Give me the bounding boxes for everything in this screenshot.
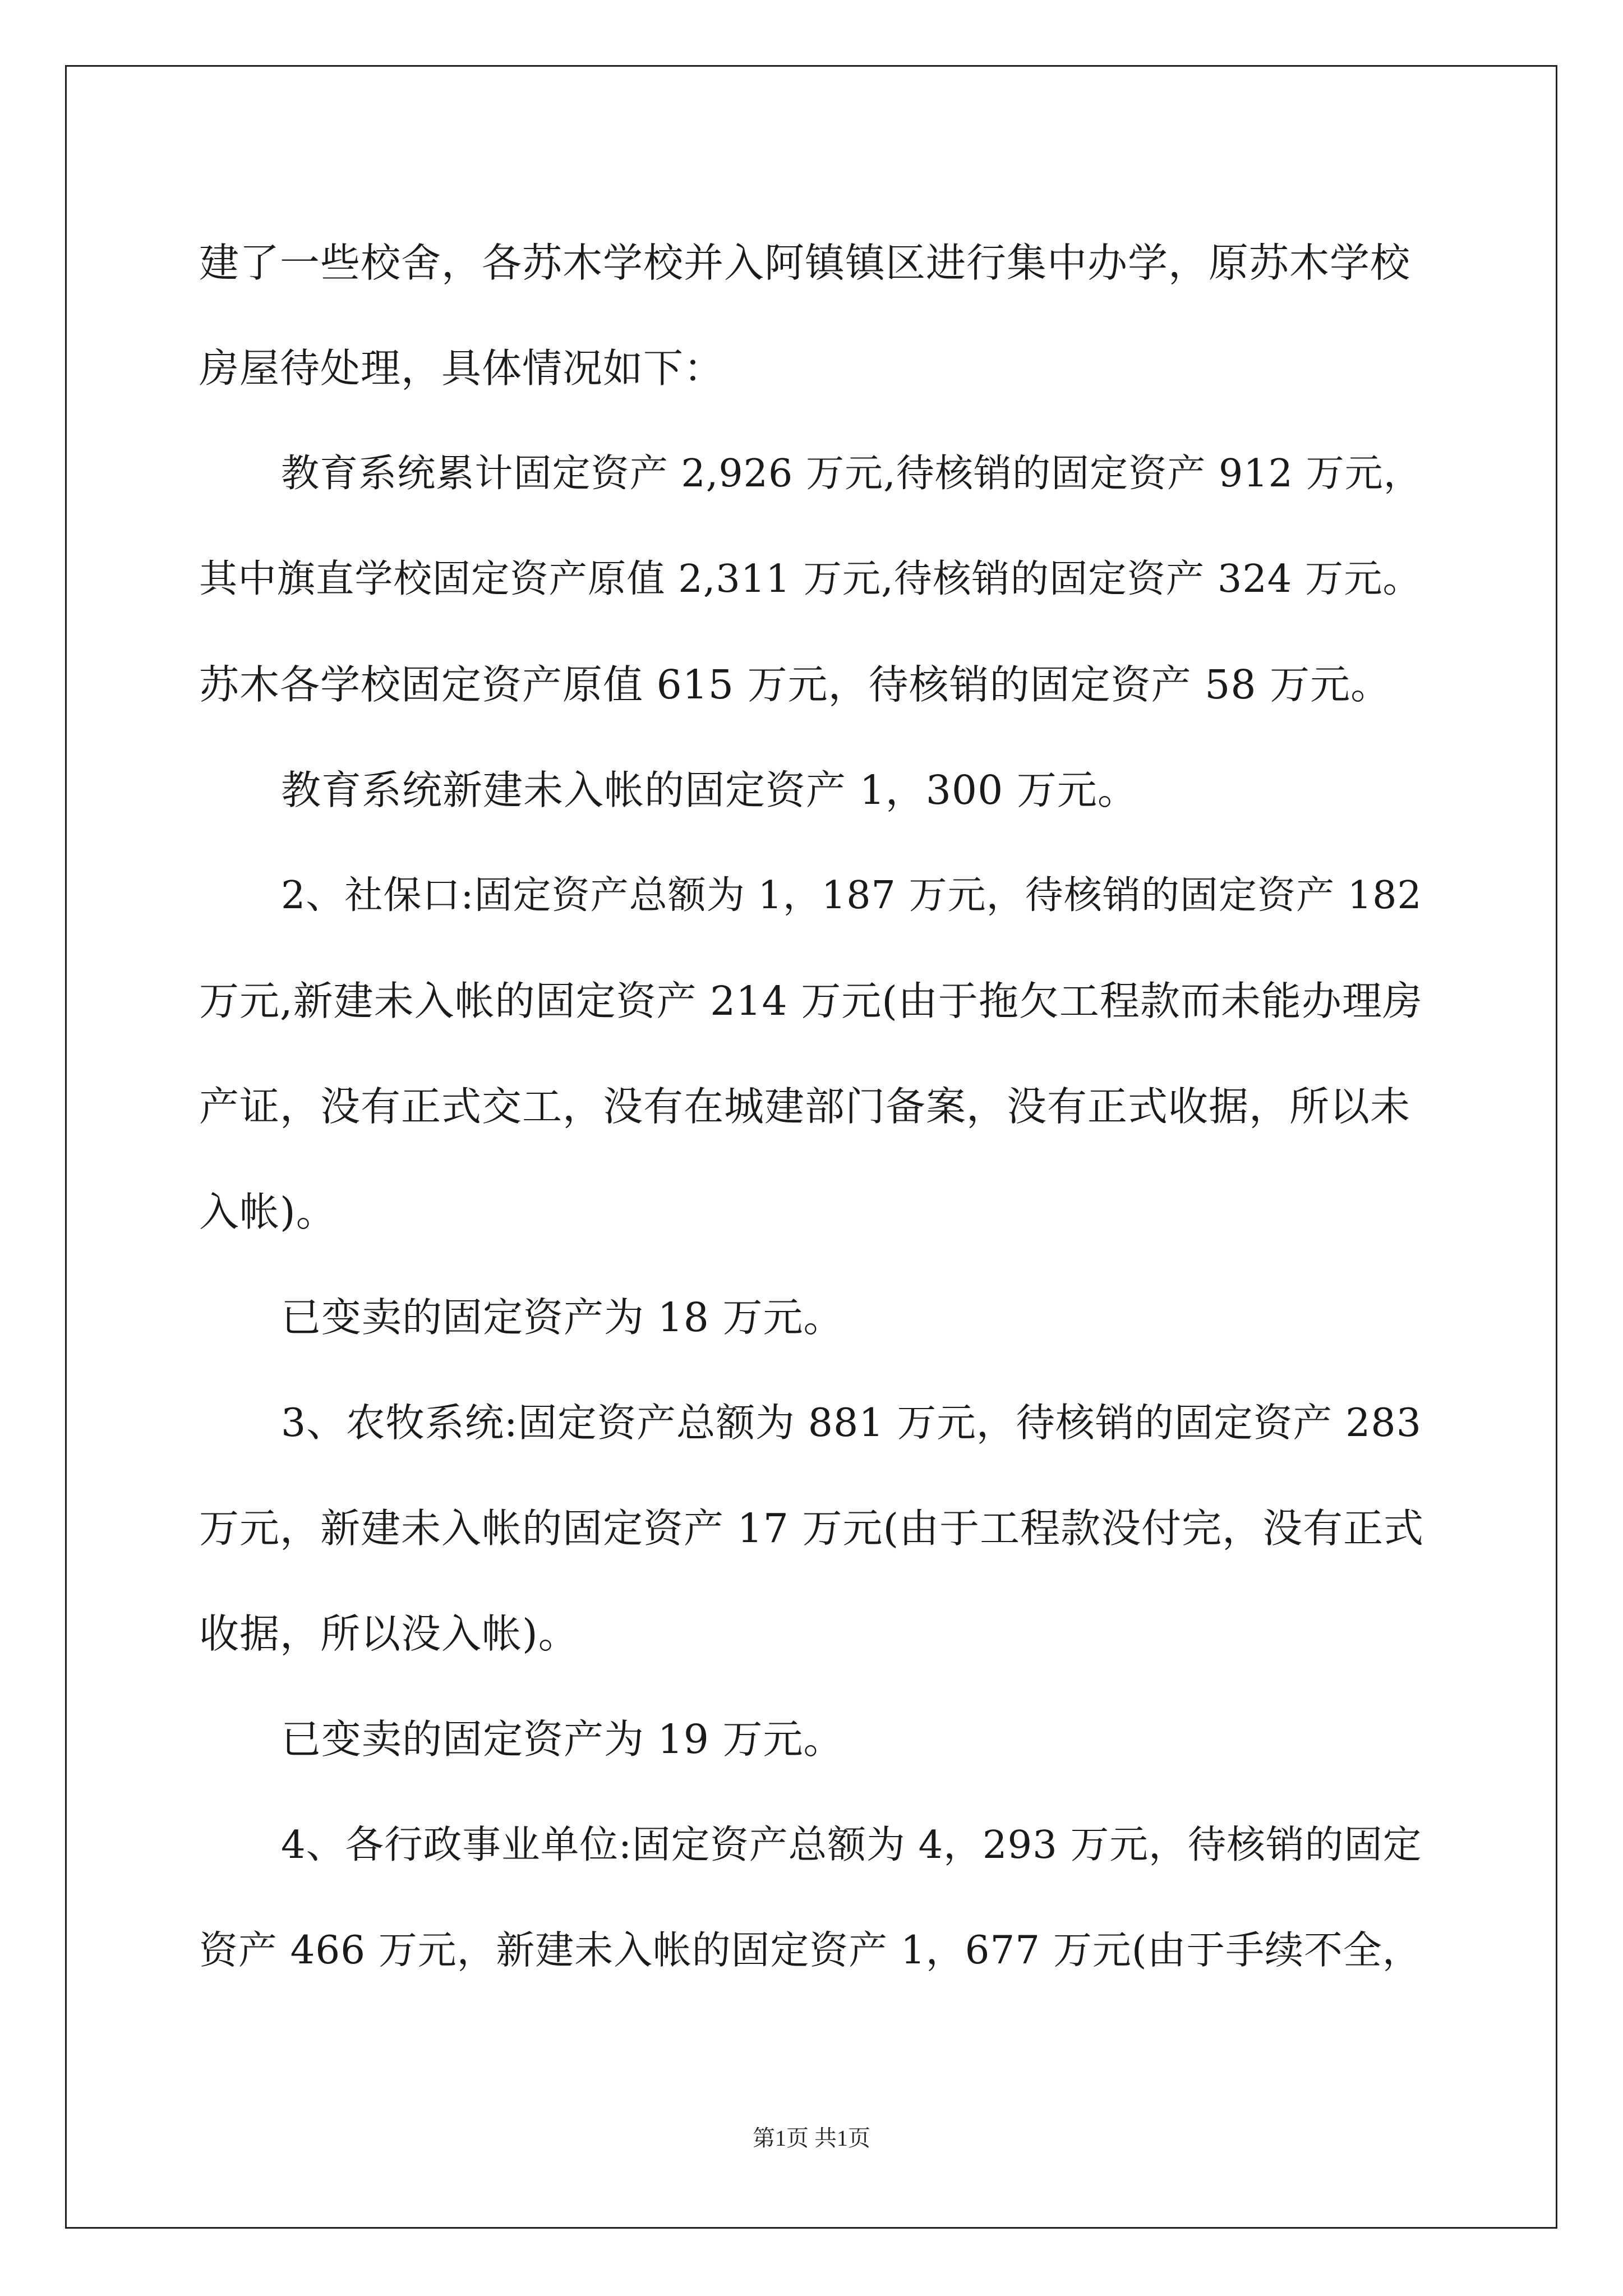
document-body [199, 210, 1427, 2003]
text-line: 已变卖的固定资产为 19 万元。 [281, 1716, 844, 1763]
text-line: 已变卖的固定资产为 18 万元。 [281, 1294, 844, 1341]
text-line: 万元，新建未入帐的固定资产 17 万元(由于工程款没付完，没有正式 [199, 1505, 1424, 1552]
text-line: 4、各行政事业单位:固定资产总额为 4，293 万元，待核销的固定 [281, 1823, 1422, 1867]
text-line: 苏木各学校固定资产原值 615 万元，待核销的固定资产 58 万元。 [199, 661, 1391, 708]
text-line: 2、社保口:固定资产总额为 1，187 万元，待核销的固定资产 182 [281, 873, 1422, 918]
text-line: 资产 466 万元，新建未入帐的固定资产 1，677 万元(由于手续不全， [199, 1928, 1422, 1973]
text-line: 教育系统新建未入帐的固定资产 1，300 万元。 [281, 767, 1138, 813]
page-footer: 第1页 共1页 [753, 2125, 870, 2151]
text-line: 入帐)。 [199, 1189, 336, 1235]
text-line: 3、农牧系统:固定资产总额为 881 万元，待核销的固定资产 283 [281, 1400, 1422, 1446]
text-line: 教育系统累计固定资产 2,926 万元,待核销的固定资产 912 万元， [281, 452, 1422, 496]
text-line: 收据，所以没入帐)。 [199, 1611, 579, 1657]
text-line: 万元,新建未入帐的固定资产 214 万元(由于拖欠工程款而未能办理房 [199, 978, 1423, 1024]
text-line: 房屋待处理，具体情况如下： [199, 345, 725, 392]
text-line: 建了一些校舍，各苏木学校并入阿镇镇区进行集中办学，原苏木学校 [199, 240, 1411, 286]
text-line: 产证，没有正式交工，没有在城建部门备案，没有正式收据，所以未 [199, 1083, 1411, 1130]
text-line: 其中旗直学校固定资产原值 2,311 万元,待核销的固定资产 324 万元。 [199, 557, 1422, 601]
